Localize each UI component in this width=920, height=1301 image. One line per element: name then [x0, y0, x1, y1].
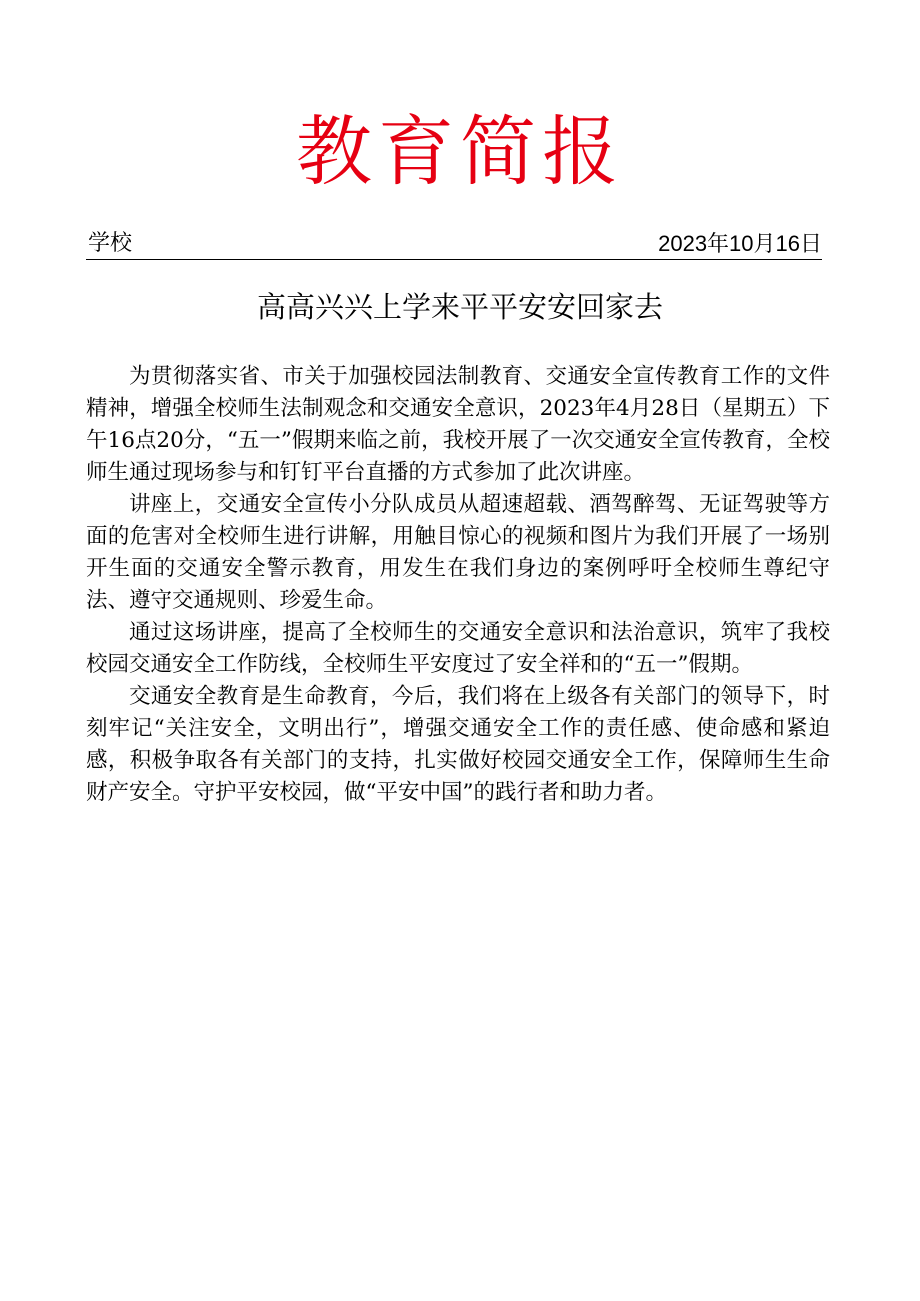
newsletter-masthead: 教育简报 — [296, 107, 624, 196]
paragraph: 交通安全教育是生命教育，今后，我们将在上级各有关部门的领导下，时刻牢记“关注安全，文明出行”，增强交通安全工作的责任感、使命感和紧迫感，积极争取各有关部门的支持，扎实做好校园交通安全工作，保障师生生命财产安全。守护平安校园，做“平安中国”的践行者和助力者。 — [86, 684, 830, 805]
article-body — [86, 361, 830, 809]
issue-date: 2023年10月16日 — [658, 231, 822, 256]
paragraph: 讲座上，交通安全宣传小分队成员从超速超载、酒驾醉驾、无证驾驶等方面的危害对全校师生进行讲解，用触目惊心的视频和图片为我们开展了一场别开生面的交通安全警示教育，用发生在我们身边的案例呼吁全校师生尊纪守法、遵守交通规则、珍爱生命。 — [86, 492, 830, 613]
dateline — [86, 229, 822, 260]
article-headline: 高高兴兴上学来平平安安回家去 — [256, 290, 663, 324]
paragraph: 通过这场讲座，提高了全校师生的交通安全意识和法治意识，筑牢了我校校园交通安全工作防线，全校师生平安度过了安全祥和的“五一”假期。 — [86, 620, 830, 677]
school-label: 学校 — [88, 231, 133, 256]
paragraph: 为贯彻落实省、市关于加强校园法制教育、交通安全宣传教育工作的文件精神，增强全校师生法制观念和交通安全意识，2023年4月28日（星期五）下午16点20分，“五一”假期来临之前，我校开展了一次交通安全宣传教育，全校师生通过现场参与和钉钉平台直播的方式参加了此次讲座。 — [86, 364, 830, 485]
